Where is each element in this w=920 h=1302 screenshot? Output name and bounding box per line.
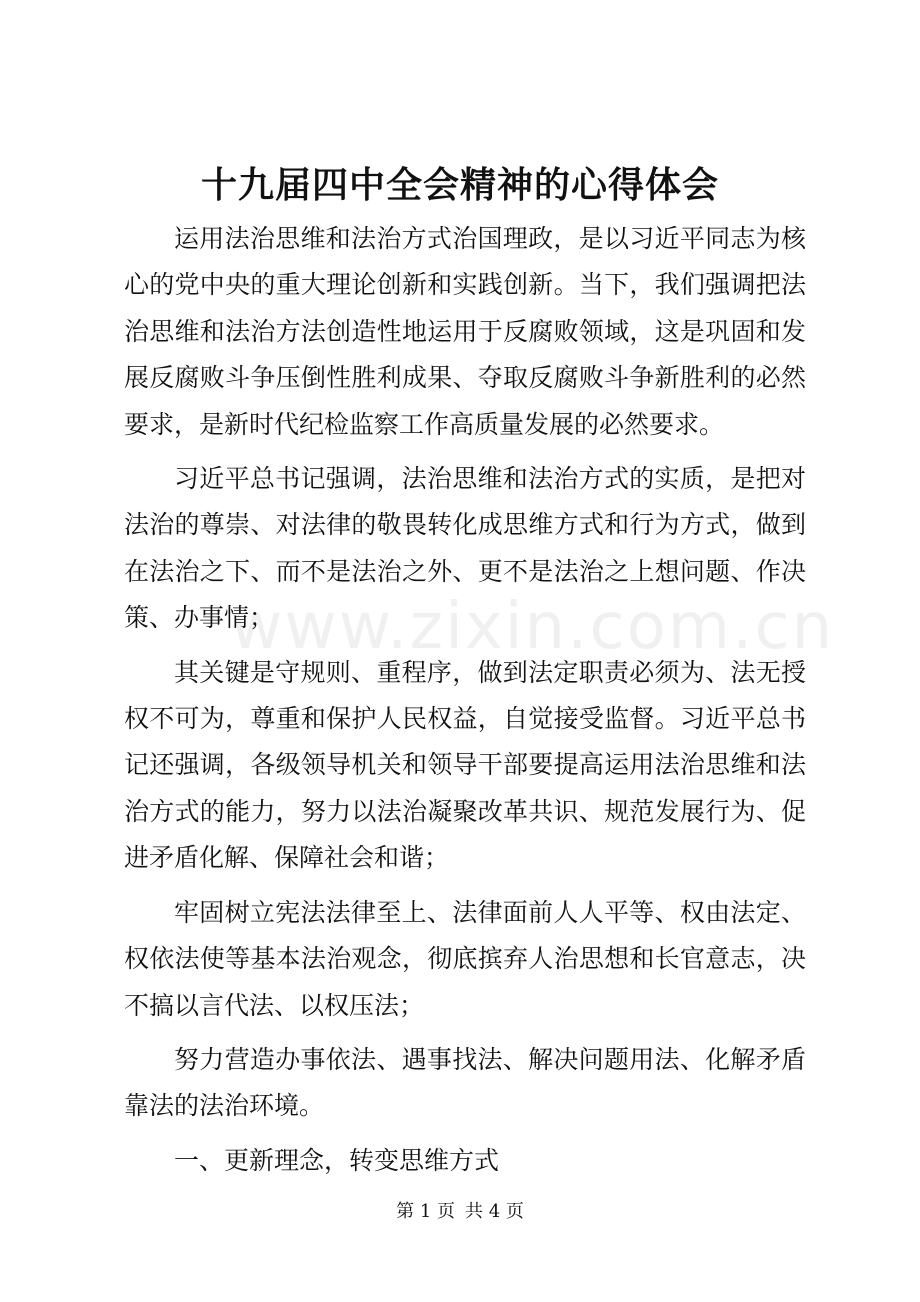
paragraph-4: 牢固树立宪法法律至上、法律面前人人平等、权由法定、权依法使等基本法治观念，彻底摈弃人治思想和长官意志，决不搞以言代法、以权压法；: [124, 897, 806, 1020]
paragraph-5: 努力营造办事依法、遇事找法、解决问题用法、化解矛盾靠法的法治环境。: [124, 1044, 806, 1121]
document-title: 十九届四中全会精神的心得体会: [200, 164, 719, 206]
page-number-total: 共 4 页: [465, 1201, 524, 1222]
paragraph-1: 运用法治思维和法治方式治国理政，是以习近平同志为核心的党中央的重大理论创新和实践创新。当下，我们强调把法治思维和法治方法创造性地运用于反腐败领域，这是巩固和发展反腐败斗争压倒性胜利成果、夺取反腐败斗争新胜利的必然要求，是新时代纪检监察工作高质量发展的必然要求。: [124, 224, 806, 439]
document-body: [124, 216, 806, 1184]
paragraph-3: 其关键是守规则、重程序，做到法定职责必须为、法无授权不可为，尊重和保护人民权益，自觉接受监督。习近平总书记还强调，各级领导机关和领导干部要提高运用法治思维和法治方式的能力，努力以法治凝聚改革共识、规范发展行为、促进矛盾化解、保障社会和谐；: [124, 657, 806, 873]
page-footer: [0, 1197, 920, 1227]
page-number-current: 第 1 页: [396, 1201, 455, 1222]
paragraph-2: 习近平总书记强调，法治思维和法治方式的实质，是把对法治的尊崇、对法律的敬畏转化成思维方式和行为方式，做到在法治之下、而不是法治之外、更不是法治之上想问题、作决策、办事情；: [124, 464, 806, 633]
watermark-text: www.zixin.com.cn: [230, 590, 835, 664]
section-heading-1: 一、更新理念，转变思维方式: [174, 1145, 500, 1175]
